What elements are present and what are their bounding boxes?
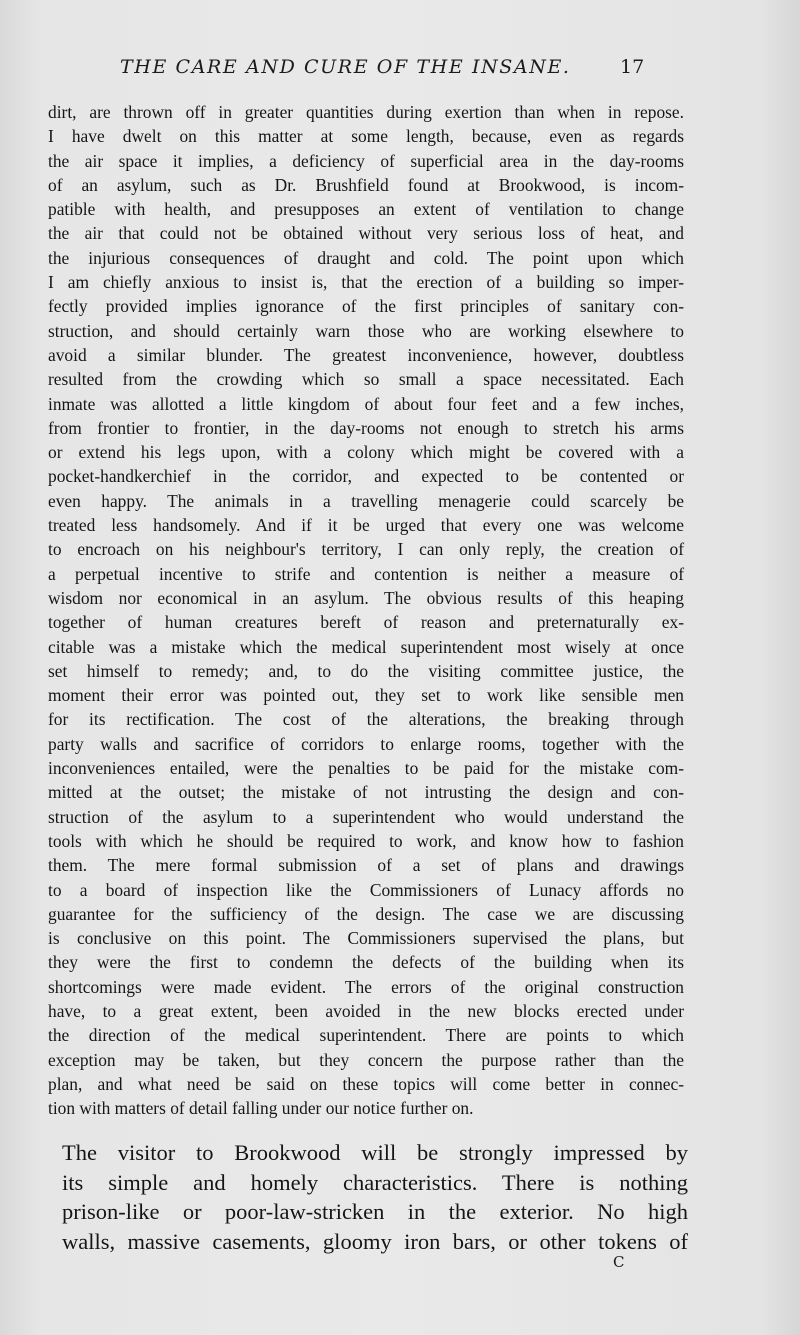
text-line: have, to a great extent, been avoided in the new blocks erected under [48, 1000, 684, 1021]
text-line: even happy. The animals in a travelling menagerie could scarcely be [48, 490, 684, 511]
text-line: the direction of the medical superintendent. There are points to which [48, 1025, 684, 1046]
text-line: wisdom nor economical in an asylum. The obvious results of this heaping [48, 587, 684, 608]
text-line: I am chiefly anxious to insist is, that the erection of a building so imper- [48, 272, 684, 293]
text-line: citable was a mistake which the medical superintendent most wisely at once [48, 636, 684, 657]
text-line: the air that could not be obtained without very serious loss of heat, and [48, 223, 684, 244]
text-line: dirt, are thrown off in greater quantities during exertion than when in repose. [48, 102, 684, 122]
signature-mark: C [613, 1253, 625, 1271]
text-line: inconveniences entailed, were the penalties to be paid for the mistake com- [48, 758, 684, 779]
text-line: is conclusive on this point. The Commissioners supervised the plans, but [48, 928, 684, 949]
text-line: exception may be taken, but they concern the purpose rather than the [48, 1049, 684, 1070]
text-line: patible with health, and presupposes an extent of ventilation to change [48, 199, 684, 220]
intro-line: walls, massive casements, gloomy iron bars, or other tokens of [62, 1228, 688, 1254]
intro-line: its simple and homely characteristics. There is nothing [62, 1169, 688, 1195]
text-line: for its rectification. The cost of the alterations, the breaking through [48, 709, 684, 730]
text-line: struction, and should certainly warn those who are working elsewhere to [48, 320, 684, 341]
text-line: tools with which he should be required to work, and know how to fashion [48, 830, 684, 851]
text-line: of an asylum, such as Dr. Brushfield found at Brookwood, is incom- [48, 174, 684, 195]
text-line: the injurious consequences of draught and cold. The point upon which [48, 247, 684, 268]
text-line: moment their error was pointed out, they set to work like sensible men [48, 685, 684, 706]
text-line: treated less handsomely. And if it be urged that every one was welcome [48, 515, 684, 536]
text-line: pocket-handkerchief in the corridor, and expected to be contented or [48, 466, 684, 487]
text-line: set himself to remedy; and, to do the visiting committee justice, the [48, 660, 684, 681]
text-line: together of human creatures bereft of reason and preternaturally ex- [48, 612, 684, 633]
text-line: party walls and sacrifice of corridors to enlarge rooms, together with the [48, 733, 684, 754]
text-line: to encroach on his neighbour's territory, I can only reply, the creation of [48, 539, 684, 560]
intro-line: The visitor to Brookwood will be strongly impressed by [62, 1140, 688, 1165]
text-line: avoid a similar blunder. The greatest inconvenience, however, doubtless [48, 344, 684, 365]
text-line: resulted from the crowding which so small a space necessitated. Each [48, 369, 684, 390]
text-line: fectly provided implies ignorance of the first principles of sanitary con- [48, 296, 684, 317]
text-line: to a board of inspection like the Commissioners of Lunacy affords no [48, 879, 684, 900]
text-line: shortcomings were made evident. The errors of the original construction [48, 976, 684, 997]
body-paragraph [48, 100, 684, 1120]
text-line: plan, and what need be said on these topics will come better in connec- [48, 1073, 684, 1094]
running-title: THE CARE AND CURE OF THE INSANE. [120, 56, 571, 78]
text-line: from frontier to frontier, in the day-rooms not enough to stretch his arms [48, 417, 684, 438]
text-line: or extend his legs upon, with a colony which might be covered with a [48, 442, 684, 463]
text-line: inmate was allotted a little kingdom of about four feet and a few inches, [48, 393, 684, 414]
text-line: struction of the asylum to a superintendent who would understand the [48, 806, 684, 827]
section-intro-paragraph [62, 1138, 688, 1256]
text-line: they were the first to condemn the defects of the building when its [48, 952, 684, 973]
intro-line: prison-like or poor-law-stricken in the exterior. No high [62, 1199, 688, 1224]
text-line: them. The mere formal submission of a set of plans and drawings [48, 855, 684, 876]
text-line: a perpetual incentive to strife and contention is neither a measure of [48, 563, 684, 584]
page-number: 17 [620, 56, 645, 78]
text-line: I have dwelt on this matter at some length, because, even as regards [48, 126, 684, 147]
text-line: guarantee for the sufficiency of the design. The case we are discussing [48, 903, 684, 924]
text-line: tion with matters of detail falling under our notice further on. [48, 1098, 474, 1119]
text-line: mitted at the outset; the mistake of not intrusting the design and con- [48, 782, 684, 803]
text-line: the air space it implies, a deficiency of superficial area in the day-rooms [48, 150, 684, 171]
